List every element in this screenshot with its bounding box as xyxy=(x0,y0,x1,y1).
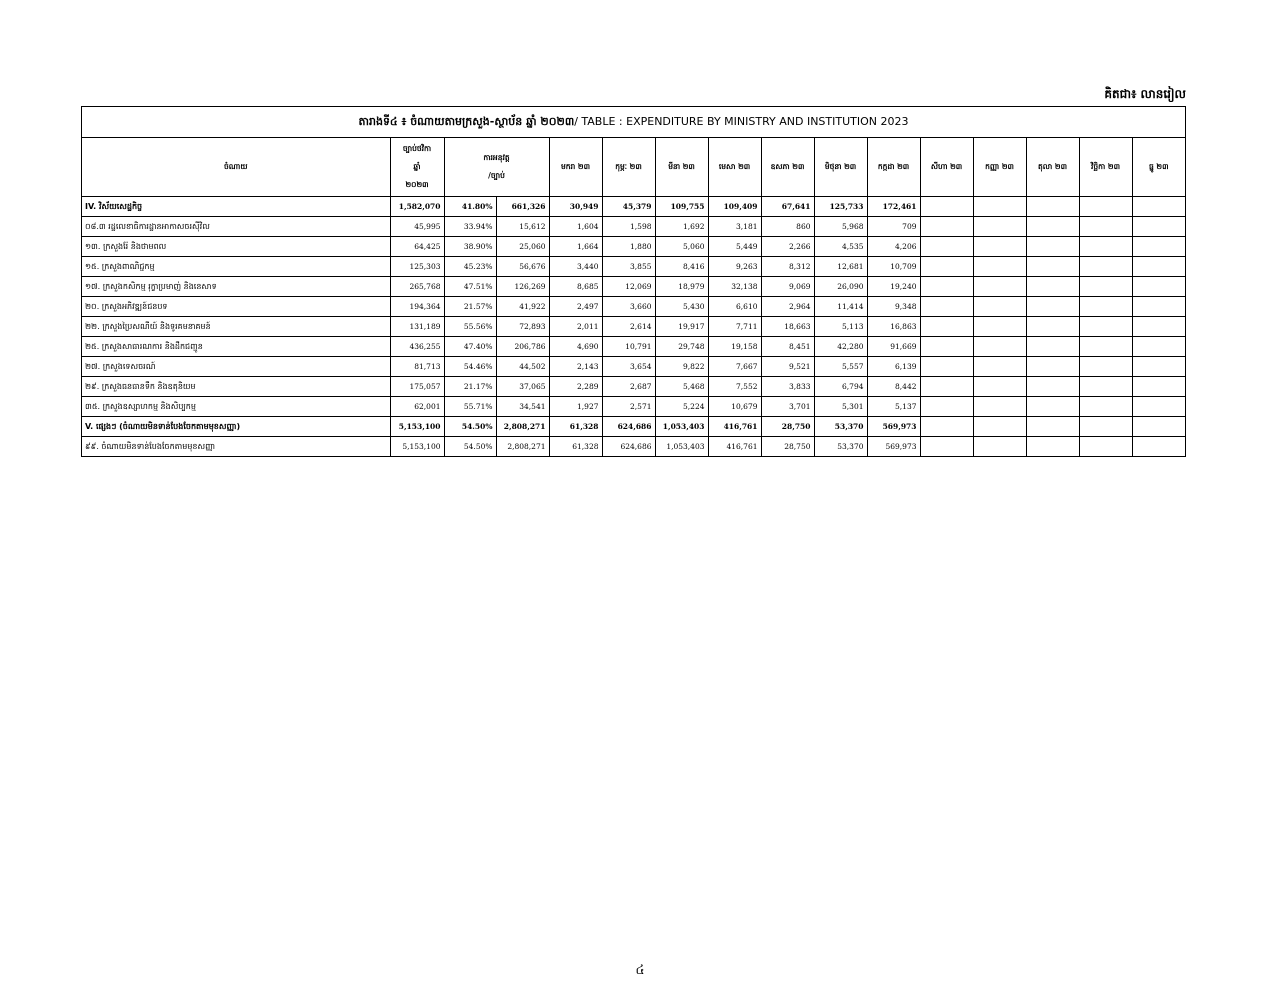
cell-month xyxy=(1079,357,1132,377)
row-name: ១៣. ក្រសួងរ៉ែ និងថាមពល xyxy=(82,237,390,257)
cell-month: 1,604 xyxy=(549,217,602,237)
cell-month xyxy=(973,437,1026,457)
cell-month: 1,053,403 xyxy=(655,437,708,457)
cell-month: 6,139 xyxy=(867,357,920,377)
cell-month xyxy=(1026,377,1079,397)
cell-month xyxy=(920,257,973,277)
cell-month: 42,280 xyxy=(814,337,867,357)
row-name: ២៩. ក្រសួងធនធានទឹក និងឧតុនិយម xyxy=(82,377,390,397)
cell-execution-pct: 55.71% xyxy=(444,397,496,417)
cell-month xyxy=(1079,237,1132,257)
cell-month: 3,855 xyxy=(602,257,655,277)
cell-month xyxy=(1079,197,1132,217)
cell-month xyxy=(1132,237,1185,257)
cell-month: 172,461 xyxy=(867,197,920,217)
header-execution-line1: ការអនុវត្ត xyxy=(483,153,510,162)
cell-executed: 2,808,271 xyxy=(496,417,549,437)
cell-month: 26,090 xyxy=(814,277,867,297)
cell-month: 5,137 xyxy=(867,397,920,417)
header-budget-line1: ច្បាប់ថវិកា xyxy=(402,144,432,153)
cell-budget: 1,582,070 xyxy=(390,197,444,217)
row-name: ១៥. ក្រសួងពាណិជ្ជកម្ម xyxy=(82,257,390,277)
cell-month xyxy=(1132,417,1185,437)
cell-month: 2,687 xyxy=(602,377,655,397)
cell-month xyxy=(1132,377,1185,397)
cell-month: 10,679 xyxy=(708,397,761,417)
cell-budget: 125,303 xyxy=(390,257,444,277)
cell-month: 2,143 xyxy=(549,357,602,377)
table-row xyxy=(82,357,1185,377)
header-month: កក្កដា ២៣ xyxy=(867,138,920,197)
cell-execution-pct: 38.90% xyxy=(444,237,496,257)
row-name: ២៥. ក្រសួងសាធារណការ និងដឹកជញ្ជូន xyxy=(82,337,390,357)
cell-month xyxy=(1079,437,1132,457)
cell-month xyxy=(1079,397,1132,417)
cell-budget: 175,057 xyxy=(390,377,444,397)
expenditure-table xyxy=(82,138,1185,456)
cell-month: 28,750 xyxy=(761,417,814,437)
table-title xyxy=(82,107,1185,138)
cell-budget: 62,001 xyxy=(390,397,444,417)
cell-month xyxy=(973,237,1026,257)
cell-month: 11,414 xyxy=(814,297,867,317)
cell-month: 9,348 xyxy=(867,297,920,317)
cell-month: 860 xyxy=(761,217,814,237)
cell-month: 9,263 xyxy=(708,257,761,277)
header-month: ឧសភា ២៣ xyxy=(761,138,814,197)
cell-month xyxy=(1132,317,1185,337)
cell-month xyxy=(920,417,973,437)
header-item: ចំណាយ xyxy=(82,138,390,197)
header-month: វិច្ឆិកា ២៣ xyxy=(1079,138,1132,197)
cell-month: 2,289 xyxy=(549,377,602,397)
cell-month xyxy=(1079,417,1132,437)
cell-month: 5,113 xyxy=(814,317,867,337)
cell-month: 5,968 xyxy=(814,217,867,237)
cell-budget: 265,768 xyxy=(390,277,444,297)
cell-month: 1,880 xyxy=(602,237,655,257)
cell-month: 2,497 xyxy=(549,297,602,317)
cell-month xyxy=(1026,357,1079,377)
cell-month: 16,863 xyxy=(867,317,920,337)
cell-execution-pct: 47.51% xyxy=(444,277,496,297)
table-row xyxy=(82,437,1185,457)
cell-month: 3,181 xyxy=(708,217,761,237)
cell-executed: 661,326 xyxy=(496,197,549,217)
cell-executed: 44,502 xyxy=(496,357,549,377)
cell-month: 4,206 xyxy=(867,237,920,257)
cell-executed: 15,612 xyxy=(496,217,549,237)
row-name: ០៨.៣ រដ្ឋលេខាធិការដ្ឋានអាកាសចរស៊ីវិល xyxy=(82,217,390,237)
table-row xyxy=(82,377,1185,397)
cell-month xyxy=(973,317,1026,337)
cell-month: 67,641 xyxy=(761,197,814,217)
cell-month: 5,557 xyxy=(814,357,867,377)
cell-month xyxy=(1079,277,1132,297)
cell-month: 5,301 xyxy=(814,397,867,417)
cell-month xyxy=(920,197,973,217)
cell-month xyxy=(1079,297,1132,317)
cell-month: 8,685 xyxy=(549,277,602,297)
cell-month: 91,669 xyxy=(867,337,920,357)
table-row xyxy=(82,277,1185,297)
cell-month xyxy=(1026,337,1079,357)
cell-month xyxy=(1026,217,1079,237)
header-month: មករា ២៣ xyxy=(549,138,602,197)
cell-month: 569,973 xyxy=(867,417,920,437)
cell-month: 709 xyxy=(867,217,920,237)
table-row xyxy=(82,297,1185,317)
cell-month: 416,761 xyxy=(708,437,761,457)
header-budget xyxy=(390,138,444,197)
cell-month xyxy=(973,197,1026,217)
cell-month: 3,701 xyxy=(761,397,814,417)
cell-month: 61,328 xyxy=(549,417,602,437)
cell-month: 5,468 xyxy=(655,377,708,397)
cell-month xyxy=(1079,337,1132,357)
header-month: តុលា ២៣ xyxy=(1026,138,1079,197)
cell-month: 3,833 xyxy=(761,377,814,397)
cell-month xyxy=(1079,317,1132,337)
cell-month xyxy=(1026,317,1079,337)
cell-month: 10,791 xyxy=(602,337,655,357)
cell-month xyxy=(1026,197,1079,217)
cell-month xyxy=(1026,257,1079,277)
expenditure-table-frame xyxy=(81,106,1186,457)
cell-month: 125,733 xyxy=(814,197,867,217)
row-name: ២៧. ក្រសួងទេសចរណ៍ xyxy=(82,357,390,377)
cell-month: 1,598 xyxy=(602,217,655,237)
cell-executed: 37,065 xyxy=(496,377,549,397)
cell-month: 569,973 xyxy=(867,437,920,457)
header-execution-line2: /ច្បាប់ xyxy=(488,171,505,180)
cell-month xyxy=(920,217,973,237)
cell-month xyxy=(920,277,973,297)
cell-month: 29,748 xyxy=(655,337,708,357)
cell-month: 624,686 xyxy=(602,417,655,437)
cell-budget: 5,153,100 xyxy=(390,437,444,457)
cell-month xyxy=(973,297,1026,317)
cell-budget: 64,425 xyxy=(390,237,444,257)
cell-budget: 131,189 xyxy=(390,317,444,337)
cell-month xyxy=(920,397,973,417)
cell-month xyxy=(920,237,973,257)
cell-month: 2,011 xyxy=(549,317,602,337)
cell-month: 416,761 xyxy=(708,417,761,437)
cell-execution-pct: 54.50% xyxy=(444,437,496,457)
cell-month: 18,663 xyxy=(761,317,814,337)
cell-month: 61,328 xyxy=(549,437,602,457)
cell-month: 8,416 xyxy=(655,257,708,277)
cell-month xyxy=(920,357,973,377)
cell-month xyxy=(973,257,1026,277)
cell-month: 5,060 xyxy=(655,237,708,257)
header-month: កញ្ញា ២៣ xyxy=(973,138,1026,197)
cell-month xyxy=(920,297,973,317)
cell-budget: 45,995 xyxy=(390,217,444,237)
cell-executed: 34,541 xyxy=(496,397,549,417)
cell-budget: 81,713 xyxy=(390,357,444,377)
cell-month: 109,409 xyxy=(708,197,761,217)
cell-month: 5,449 xyxy=(708,237,761,257)
cell-month xyxy=(973,217,1026,237)
cell-month: 8,442 xyxy=(867,377,920,397)
cell-month xyxy=(1132,337,1185,357)
cell-budget: 5,153,100 xyxy=(390,417,444,437)
cell-month: 12,069 xyxy=(602,277,655,297)
cell-execution-pct: 55.56% xyxy=(444,317,496,337)
header-month: កុម្ភៈ ២៣ xyxy=(602,138,655,197)
cell-month xyxy=(1132,277,1185,297)
table-row xyxy=(82,217,1185,237)
cell-month xyxy=(1026,277,1079,297)
cell-month: 4,535 xyxy=(814,237,867,257)
cell-month xyxy=(973,377,1026,397)
cell-executed: 2,808,271 xyxy=(496,437,549,457)
cell-executed: 206,786 xyxy=(496,337,549,357)
row-name: V. ផ្សេងៗ (ចំណាយមិនទាន់បែងចែកតាមមុខសញ្ញា) xyxy=(82,417,390,437)
cell-executed: 72,893 xyxy=(496,317,549,337)
cell-month: 45,379 xyxy=(602,197,655,217)
cell-month: 32,138 xyxy=(708,277,761,297)
row-name: ២២. ក្រសួងប្រៃសណីយ៍ និងទូរគមនាគមន៍ xyxy=(82,317,390,337)
cell-month xyxy=(973,417,1026,437)
cell-month: 2,266 xyxy=(761,237,814,257)
cell-month: 5,224 xyxy=(655,397,708,417)
cell-month xyxy=(920,437,973,457)
header-month: ធ្នូ ២៣ xyxy=(1132,138,1185,197)
cell-month xyxy=(1132,397,1185,417)
cell-executed: 126,269 xyxy=(496,277,549,297)
cell-month xyxy=(1026,397,1079,417)
cell-month: 1,053,403 xyxy=(655,417,708,437)
cell-execution-pct: 54.50% xyxy=(444,417,496,437)
table-header-row xyxy=(82,138,1185,197)
cell-month: 9,822 xyxy=(655,357,708,377)
cell-month xyxy=(1079,377,1132,397)
cell-month xyxy=(1026,417,1079,437)
table-row xyxy=(82,197,1185,217)
cell-month: 2,964 xyxy=(761,297,814,317)
cell-month: 2,571 xyxy=(602,397,655,417)
cell-month: 8,451 xyxy=(761,337,814,357)
cell-month xyxy=(1026,237,1079,257)
table-body xyxy=(82,197,1185,457)
cell-month xyxy=(973,337,1026,357)
cell-month xyxy=(1026,297,1079,317)
cell-month xyxy=(1026,437,1079,457)
cell-month: 7,667 xyxy=(708,357,761,377)
header-execution xyxy=(444,138,549,197)
table-title-english: / TABLE : EXPENDITURE BY MINISTRY AND INSTITUTION 2023 xyxy=(574,115,909,128)
table-row xyxy=(82,257,1185,277)
cell-month: 7,711 xyxy=(708,317,761,337)
cell-execution-pct: 41.80% xyxy=(444,197,496,217)
cell-month: 6,610 xyxy=(708,297,761,317)
cell-executed: 25,060 xyxy=(496,237,549,257)
cell-month: 3,440 xyxy=(549,257,602,277)
cell-month: 18,979 xyxy=(655,277,708,297)
cell-budget: 194,364 xyxy=(390,297,444,317)
page-number: ៤ xyxy=(635,963,645,978)
cell-month: 8,312 xyxy=(761,257,814,277)
cell-execution-pct: 21.57% xyxy=(444,297,496,317)
cell-month: 19,240 xyxy=(867,277,920,297)
cell-month: 19,158 xyxy=(708,337,761,357)
cell-month xyxy=(920,337,973,357)
cell-month: 1,927 xyxy=(549,397,602,417)
cell-month xyxy=(973,277,1026,297)
cell-month: 109,755 xyxy=(655,197,708,217)
cell-month xyxy=(973,357,1026,377)
cell-budget: 436,255 xyxy=(390,337,444,357)
cell-month: 4,690 xyxy=(549,337,602,357)
cell-month: 30,949 xyxy=(549,197,602,217)
unit-label: គិតជា៖ លានរៀល xyxy=(1104,87,1186,101)
cell-month: 9,521 xyxy=(761,357,814,377)
row-name: ៩៩. ចំណាយមិនទាន់បែងចែកតាមមុខសញ្ញា xyxy=(82,437,390,457)
table-row xyxy=(82,397,1185,417)
cell-executed: 41,922 xyxy=(496,297,549,317)
cell-execution-pct: 45.23% xyxy=(444,257,496,277)
cell-month: 10,709 xyxy=(867,257,920,277)
cell-month: 3,660 xyxy=(602,297,655,317)
row-name: ២០. ក្រសួងអភិវឌ្ឍន៍ជនបទ xyxy=(82,297,390,317)
cell-month xyxy=(973,397,1026,417)
header-budget-line3: ២០២៣ xyxy=(405,180,429,189)
cell-month: 12,681 xyxy=(814,257,867,277)
cell-month xyxy=(1132,197,1185,217)
header-month: មីនា ២៣ xyxy=(655,138,708,197)
header-month: មិថុនា ២៣ xyxy=(814,138,867,197)
cell-month: 3,654 xyxy=(602,357,655,377)
cell-month xyxy=(920,317,973,337)
table-row xyxy=(82,417,1185,437)
cell-month xyxy=(1132,357,1185,377)
cell-month xyxy=(1132,437,1185,457)
table-title-khmer: តារាងទី៤ ៖ ចំណាយតាមក្រសួង-ស្ថាប័ន ឆ្នាំ ២០២៣ xyxy=(358,115,575,128)
cell-month: 1,664 xyxy=(549,237,602,257)
cell-month: 53,370 xyxy=(814,437,867,457)
cell-month xyxy=(920,377,973,397)
cell-month xyxy=(1132,297,1185,317)
cell-month xyxy=(1132,257,1185,277)
table-row xyxy=(82,337,1185,357)
cell-month: 19,917 xyxy=(655,317,708,337)
table-row xyxy=(82,317,1185,337)
cell-month: 9,069 xyxy=(761,277,814,297)
cell-execution-pct: 33.94% xyxy=(444,217,496,237)
cell-executed: 56,676 xyxy=(496,257,549,277)
row-name: ១៧. ក្រសួងកសិកម្ម រុក្ខាប្រមាញ់ និងនេសាទ xyxy=(82,277,390,297)
cell-month: 53,370 xyxy=(814,417,867,437)
cell-execution-pct: 47.40% xyxy=(444,337,496,357)
cell-month: 28,750 xyxy=(761,437,814,457)
cell-month: 1,692 xyxy=(655,217,708,237)
header-month: មេសា ២៣ xyxy=(708,138,761,197)
row-name: ៣៥. ក្រសួងឧស្សាហកម្ម និងសិប្បកម្ម xyxy=(82,397,390,417)
row-name: IV. វិស័យសេដ្ឋកិច្ច xyxy=(82,197,390,217)
cell-month: 6,794 xyxy=(814,377,867,397)
cell-month: 5,430 xyxy=(655,297,708,317)
cell-execution-pct: 54.46% xyxy=(444,357,496,377)
cell-execution-pct: 21.17% xyxy=(444,377,496,397)
cell-month xyxy=(1079,257,1132,277)
table-row xyxy=(82,237,1185,257)
cell-month: 7,552 xyxy=(708,377,761,397)
cell-month: 624,686 xyxy=(602,437,655,457)
cell-month xyxy=(1079,217,1132,237)
header-month: សីហា ២៣ xyxy=(920,138,973,197)
cell-month xyxy=(1132,217,1185,237)
cell-month: 2,614 xyxy=(602,317,655,337)
header-budget-line2: ឆ្នាំ xyxy=(413,162,421,171)
